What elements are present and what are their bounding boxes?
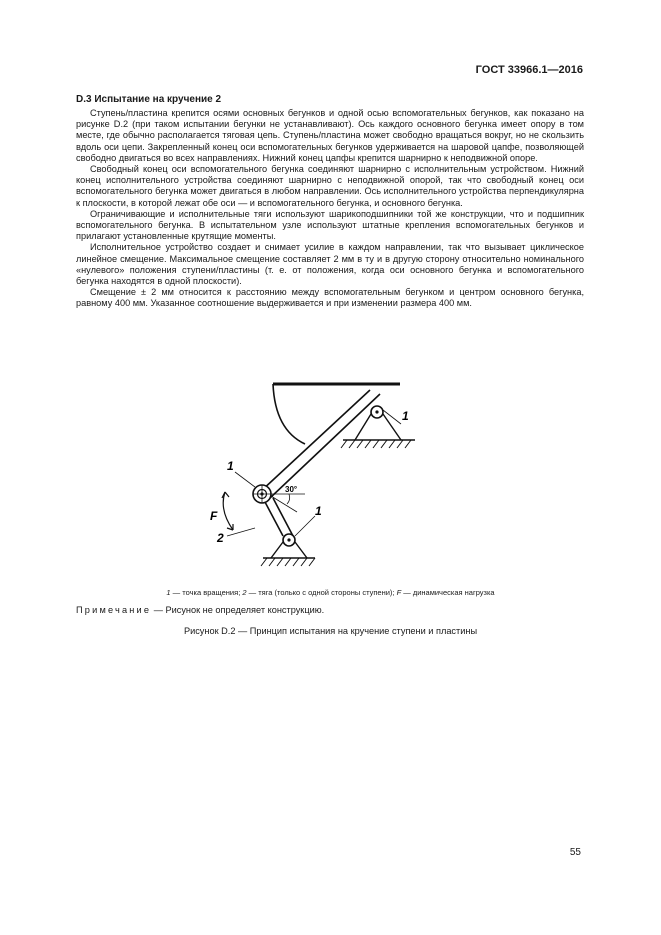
- label-rod: 2: [217, 531, 224, 545]
- rod-line-a: [265, 502, 283, 536]
- page-number: 55: [569, 847, 581, 858]
- paragraph: Ограничивающие и исполнительные тяги используют шарикоподшипники той же конструкции, что и подшипник вспомогательного бегунка. В испытательном узле используют штатные крепления вспомогательных бегунков и прилагают установленные крутящие моменты.: [76, 208, 584, 242]
- paragraph: Ступень/пластина крепится осями основных бегунков и одной осью вспомогательных бегунков, как показано на рисунке D.2 (при таком испытании бегунки не устанавливают). Ось каждого основного бегунка имеет опору в том месте, где обычно располагается тяговая цепь. Ступень/пластина может свободно вращаться вокруг, но не скользить вдоль оси цепи. Закрепленный конец оси вспомогательных бегунков удерживается на шаровой цапфе, позволяющей свободно двигаться во всех направлениях. Нижний конец цапфы крепится шарнирно к неподвижной опоре.: [76, 108, 584, 163]
- step-arm-lower: [270, 394, 380, 498]
- label-angle: 30°: [285, 485, 298, 494]
- section-title: D.3 Испытание на кручение 2: [76, 94, 222, 105]
- body-text: [76, 108, 584, 310]
- torsion-test-diagram: [205, 370, 425, 570]
- figure-caption: Рисунок D.2 — Принцип испытания на кручение ступени и пластины: [183, 626, 478, 636]
- legend-t2: — тяга (только с одной стороны ступени);: [246, 588, 397, 597]
- label-force: F: [210, 509, 218, 523]
- note-label: Примечание: [76, 605, 152, 615]
- label-pivot-bottom: 1: [315, 504, 322, 518]
- label-pivot-top: 1: [402, 409, 409, 423]
- paragraph: Исполнительное устройство создает и снимает усилие в каждом направлении, так что вызывает циклическое линейное смещение. Максимальное смещение составляет 2 мм в ту и в другую сторону относительно номинального «нулевого» положения ступени/пластины (т. е. от положения, когда оси основного бегунка и вспомогательного бегунка находятся в одной плоскости).: [76, 242, 584, 287]
- force-arc: [223, 492, 233, 530]
- figure-note: [76, 605, 324, 615]
- pivot-support-bottom: [261, 516, 315, 566]
- figure-d2: [205, 370, 425, 575]
- pivot-left: [235, 472, 271, 503]
- legend-t1: — точка вращения;: [170, 588, 243, 597]
- label-pivot-left: 1: [227, 459, 234, 473]
- legend-n3: F: [396, 588, 402, 597]
- legend-t3: — динамическая нагрузка: [401, 588, 495, 597]
- paragraph: Свободный конец оси вспомогательного бегунка соединяют шарнирно с исполнительным устройством. Нижний конец исполнительного устройства соединяют шарнирно с неподвижной опорой, так что свободный конец оси вспомогательного бегунка может двигаться в любом направлении. Ось исполнительного устройства перпендикулярна к плоскости, в которой лежат обе оси — и вспомогательного бегунка, и основного бегунка.: [76, 164, 584, 208]
- note-text: — Рисунок не определяет конструкцию.: [151, 605, 325, 615]
- figure-legend: [0, 588, 661, 597]
- legend-n1: 1: [166, 588, 171, 597]
- paragraph: Смещение ± 2 мм относится к расстоянию между вспомогательным бегунком и центром основного бегунка, равному 400 мм. Указанное соотношение выдерживается и при изменении размера 400 мм.: [76, 287, 584, 309]
- step-curve: [273, 384, 305, 444]
- standard-header: ГОСТ 33966.1—2016: [475, 64, 583, 76]
- legend-n2: 2: [242, 588, 247, 597]
